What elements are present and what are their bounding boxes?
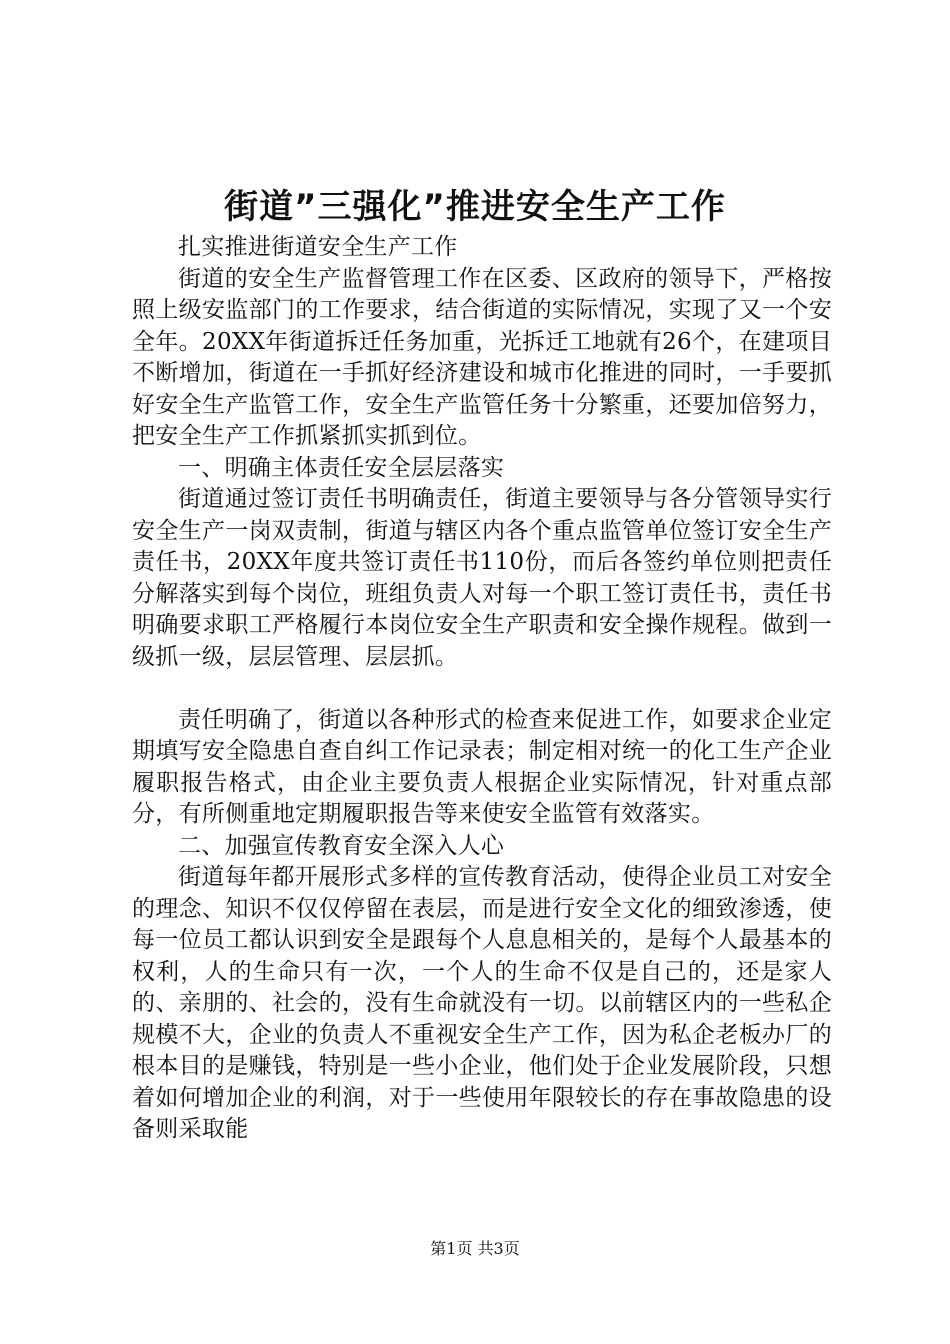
paragraph-inspection: 责任明确了，街道以各种形式的检查来促进工作，如要求企业定期填写安全隐患自查自纠工作记录表；制定相对统一的化工生产企业履职报告格式，由企业主要负责人根据企业实际情况，针对重点部分，有所侧重地定期履职报告等来使安全监管有效落实。 xyxy=(132,706,832,827)
document-body xyxy=(132,232,832,1146)
page-number: 第1页 共3页 xyxy=(430,1239,520,1258)
paragraph-subtitle: 扎实推进街道安全生产工作 xyxy=(178,234,458,260)
paragraph-education: 街道每年都开展形式多样的宣传教育活动，使得企业员工对安全的理念、知识不仅仅停留在表层，而是进行安全文化的细致渗透，使每一位员工都认识到安全是跟每个人息息相关的，是每个人最基本的权利，人的生命只有一次，一个人的生命不仅是自己的，还是家人的、亲朋的、社会的，没有生命就没有一切。以前辖区内的一些私企规模不大，企业的负责人不重视安全生产工作，因为私企老板办厂的根本目的是赚钱，特别是一些小企业，他们处于企业发展阶段，只想着如何增加企业的利润，对于一些使用年限较长的存在事故隐患的设备则采取能 xyxy=(132,864,832,1142)
paragraph-responsibility: 街道通过签订责任书明确责任，街道主要领导与各分管领导实行安全生产一岗双责制，街道与辖区内各个重点监管单位签订安全生产责任书，20XX年度共签订责任书110份，而后各签约单位则把责任分解落实到每个岗位，班组负责人对每一个职工签订责任书，责任书明确要求职工严格履行本岗位安全生产职责和安全操作规程。做到一级抓一级，层层管理、层层抓。 xyxy=(132,486,832,670)
document-title: 街道”三强化”推进安全生产工作 xyxy=(224,187,726,227)
paragraph-intro: 街道的安全生产监督管理工作在区委、区政府的领导下，严格按照上级安监部门的工作要求，结合街道的实际情况，实现了又一个安全年。20XX年街道拆迁任务加重，光拆迁工地就有26个，在建项目不断增加，街道在一手抓好经济建设和城市化推进的同时，一手要抓好安全生产监管工作，安全生产监管任务十分繁重，还要加倍努力，把安全生产工作抓紧抓实抓到位。 xyxy=(132,265,832,449)
section-heading-2: 二、加强宣传教育安全深入人心 xyxy=(178,832,505,859)
section-heading-1: 一、明确主体责任安全层层落实 xyxy=(178,454,505,481)
